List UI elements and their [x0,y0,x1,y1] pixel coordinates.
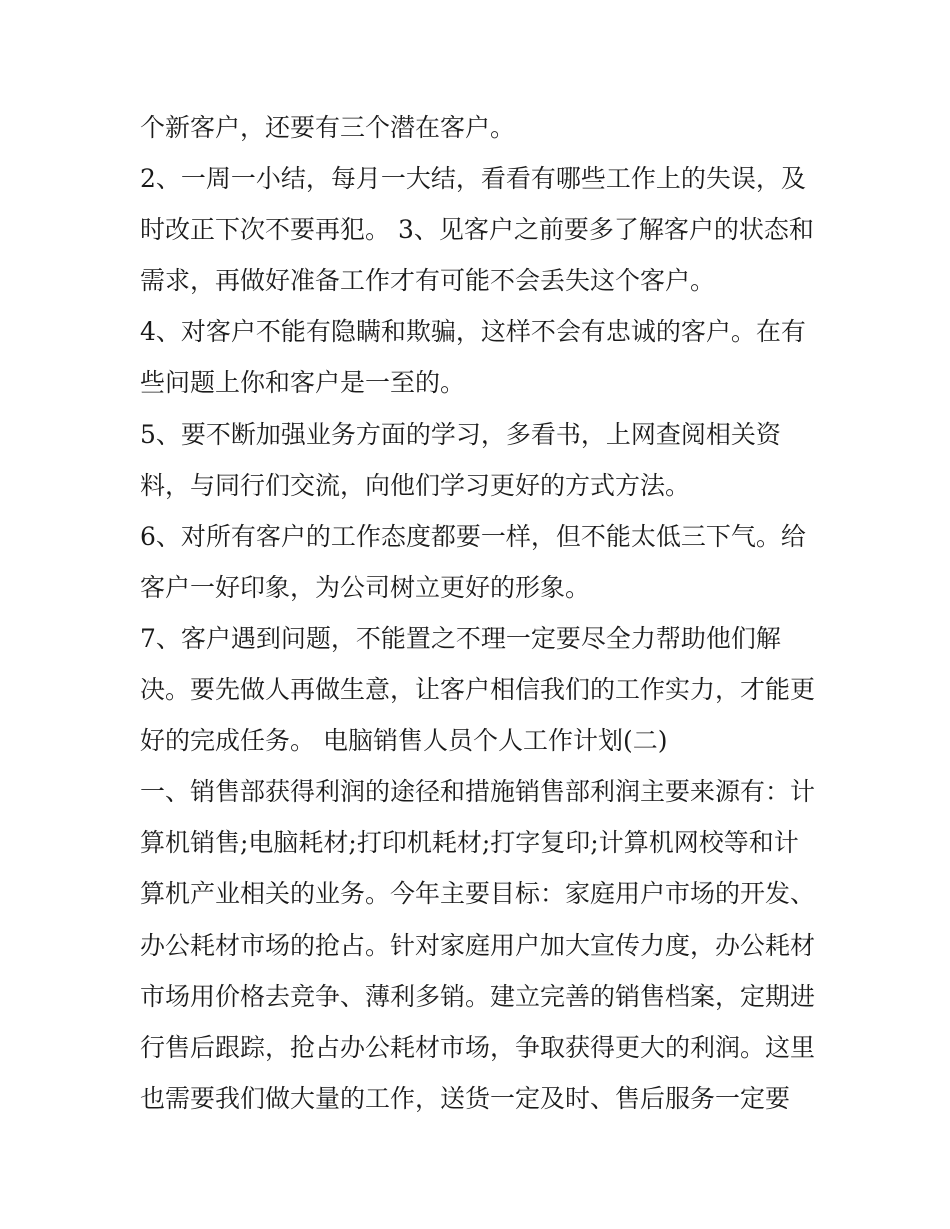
text-line: 些问题上你和客户是一至的。 [140,368,466,398]
text-line: 好的完成任务。 电脑销售人员个人工作计划(二) [140,726,668,756]
text-line: 一、销售部获得利润的途径和措施销售部利润主要来源有：计 [140,777,816,807]
text-line: 决。要先做人再做生意，让客户相信我们的工作实力，才能更 [140,675,816,705]
text-line: 4、对客户不能有隐瞒和欺骗，这样不会有忠诚的客户。在有 [140,317,806,347]
text-line: 2、一周一小结，每月一大结，看看有哪些工作上的失误，及 [140,164,806,194]
text-line: 个新客户，还要有三个潜在客户。 [140,113,516,142]
text-line: 办公耗材市场的抢占。针对家庭用户加大宣传力度，办公耗材 [140,930,816,960]
text-line: 也需要我们做大量的工作，送货一定及时、售后服务一定要 [140,1083,791,1113]
text-line: 算机销售;电脑耗材;打印机耗材;打字复印;计算机网校等和计 [140,828,799,858]
text-line: 7、客户遇到问题，不能置之不理一定要尽全力帮助他们解 [140,623,781,653]
text-line: 市场用价格去竞争、薄利多销。建立完善的销售档案，定期进 [140,981,816,1011]
text-line: 算机产业相关的业务。今年主要目标：家庭用户市场的开发、 [140,879,816,909]
text-line: 需求，再做好准备工作才有可能不会丢失这个客户。 [140,266,716,296]
text-line: 6、对所有客户的工作态度都要一样，但不能太低三下气。给 [140,521,806,551]
text-line: 料，与同行们交流，向他们学习更好的方式方法。 [140,470,691,500]
document-body [140,102,830,1124]
text-line: 客户一好印象，为公司树立更好的形象。 [140,572,591,602]
text-line: 5、要不断加强业务方面的学习，多看书，上网查阅相关资 [140,419,781,449]
text-line: 时改正下次不要再犯。 3、见客户之前要多了解客户的状态和 [140,215,814,245]
text-line: 行售后跟踪，抢占办公耗材市场，争取获得更大的利润。这里 [140,1032,816,1062]
